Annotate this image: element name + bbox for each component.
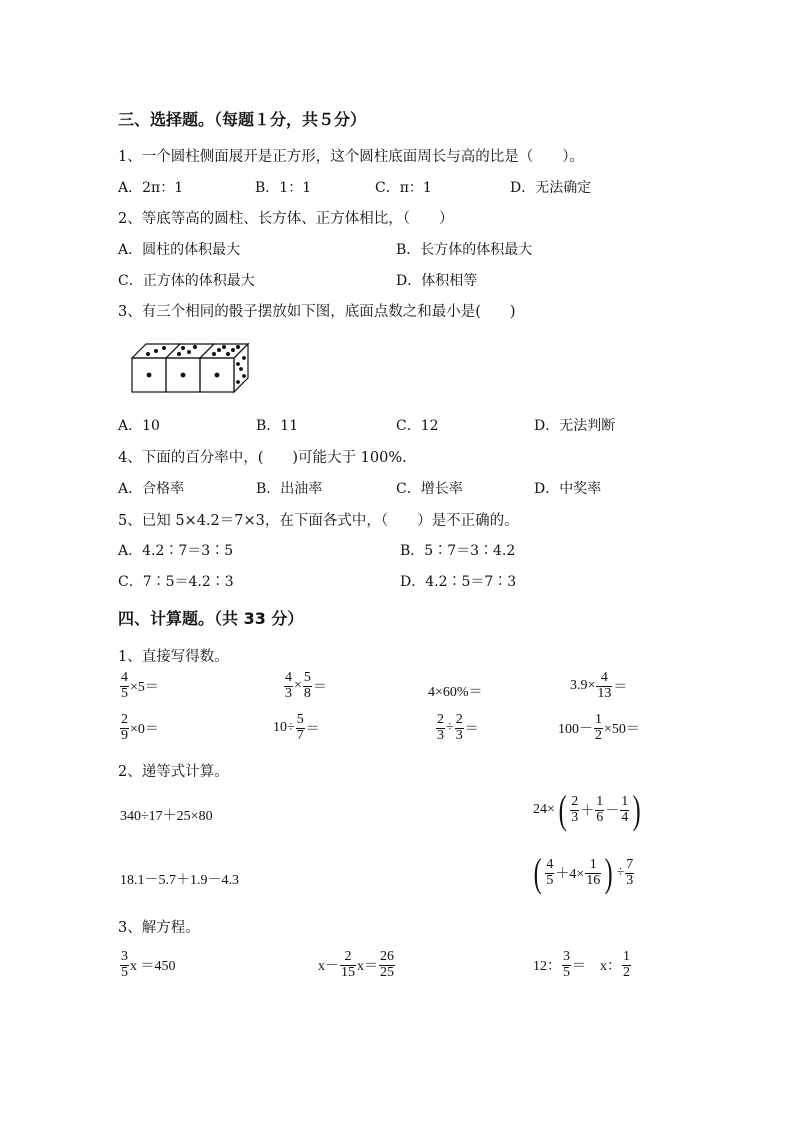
expr-text: x＝ — [357, 959, 378, 975]
question-5: 5、已知 5×4.2＝7×3，在下面各式中，（ ）是不正确的。 — [118, 513, 519, 529]
expr-text: ×5＝ — [130, 680, 159, 696]
question-1: 1、一个圆柱侧面展开是正方形，这个圆柱底面周长与高的比是（ ）。 — [118, 149, 584, 165]
operator: ＋ — [580, 804, 595, 819]
expr-text: 100－ — [558, 722, 593, 738]
denominator: 3 — [626, 872, 634, 888]
equals: ＝ — [305, 722, 320, 738]
equals: ＝ — [613, 680, 628, 696]
q4-option-a: A．合格率 — [118, 481, 185, 497]
part2-title: 2、递等式计算。 — [118, 764, 229, 780]
calc-r1c4 — [570, 671, 627, 701]
question-4: 4、下面的百分率中，( )可能大于 100%. — [118, 450, 407, 466]
numerator: 1 — [621, 793, 629, 809]
q1-option-c: C．π：1 — [375, 180, 432, 196]
denominator: 16 — [586, 872, 601, 888]
part3-title: 3、解方程。 — [118, 920, 200, 936]
expr-text: ×50＝ — [604, 722, 640, 738]
expr-text: ×0＝ — [130, 722, 159, 738]
q3-option-c: C．12 — [396, 418, 439, 434]
numerator: 4 — [121, 670, 128, 685]
operator: ÷ — [446, 720, 454, 736]
operator: × — [294, 678, 302, 694]
calc-r2c1 — [120, 713, 159, 743]
question-2: 2、等底等高的圆柱、长方体、正方体相比，（ ） — [118, 211, 454, 227]
numerator: 26 — [380, 949, 394, 964]
numerator: 2 — [121, 712, 128, 727]
numerator: 3 — [121, 949, 128, 964]
denominator: 3 — [571, 809, 579, 825]
equals: ＝ — [312, 680, 327, 696]
calc-r1c3: 4×60%＝ — [428, 685, 483, 700]
equation-2 — [318, 950, 395, 980]
numerator: 1 — [585, 858, 601, 874]
equation-3 — [533, 950, 631, 980]
numerator: 2 — [340, 950, 356, 966]
calc-r1c2 — [284, 671, 327, 701]
numerator: 1 — [595, 712, 602, 727]
denominator: 3 — [285, 685, 292, 701]
numerator: 5 — [303, 670, 311, 685]
q5-option-d: D．4.2∶5＝7∶3 — [400, 574, 517, 590]
question-3: 3、有三个相同的骰子摆放如下图，底面点数之和最小是( ) — [118, 304, 516, 320]
numerator: 2 — [455, 712, 463, 727]
calc-r2c3 — [436, 713, 479, 743]
expr-text: x ＝450 — [130, 959, 176, 975]
operator: ÷ — [616, 865, 625, 880]
q3-option-b: B．11 — [256, 418, 299, 434]
section-title-choice: 三、选择题。（每题１分，共５分） — [118, 110, 367, 129]
denominator: 5 — [546, 872, 554, 888]
numerator: 1 — [623, 949, 630, 964]
denominator: 3 — [455, 727, 463, 743]
q4-option-d: D．中奖率 — [534, 481, 602, 497]
denominator: 2 — [595, 727, 602, 743]
denominator: 8 — [303, 685, 311, 701]
expr-text: 24× — [533, 802, 555, 817]
numerator: 4 — [596, 671, 612, 687]
numerator: 5 — [296, 712, 304, 727]
q3-option-a: A．10 — [118, 418, 160, 434]
q4-option-b: B．出油率 — [256, 481, 323, 497]
q2-option-c: C．正方体的体积最大 — [118, 273, 255, 289]
expr-text: 12： — [533, 959, 561, 975]
q2-option-d: D．体积相等 — [396, 273, 478, 289]
calc-step-3: 18.1－5.7＋1.9－4.3 — [120, 873, 239, 888]
q1-option-d: D．无法确定 — [510, 180, 592, 196]
left-paren: ( — [558, 787, 567, 832]
calc-step-4 — [531, 850, 634, 895]
calc-r1c1 — [120, 671, 159, 701]
operator: － — [605, 804, 620, 819]
part1-title: 1、直接写得数。 — [118, 649, 229, 665]
equals: ＝ — [464, 722, 479, 738]
calc-step-1: 340÷17＋25×80 — [120, 809, 213, 824]
denominator: 7 — [296, 727, 304, 743]
denominator: 6 — [596, 809, 604, 825]
expr-text: 10÷ — [273, 720, 295, 736]
numerator: 2 — [571, 793, 579, 809]
q1-option-a: A．2π：1 — [118, 180, 184, 196]
q2-option-b: B．长方体的体积最大 — [396, 242, 533, 258]
denominator: 25 — [380, 964, 394, 980]
denominator: 4 — [621, 809, 629, 825]
numerator: 4 — [285, 670, 292, 685]
q2-option-a: A．圆柱的体积最大 — [118, 242, 241, 258]
left-paren: ( — [533, 850, 542, 895]
section-title-calc: 四、计算题。（共 33 分） — [118, 609, 304, 628]
denominator: 5 — [121, 964, 128, 980]
denominator: 13 — [597, 685, 612, 701]
q3-option-d: D．无法判断 — [534, 418, 616, 434]
denominator: 5 — [121, 685, 128, 701]
equation-1 — [120, 950, 176, 980]
denominator: 3 — [437, 727, 444, 743]
calc-step-2 — [533, 787, 644, 832]
calc-r2c2 — [273, 713, 320, 743]
numerator: 3 — [563, 949, 570, 964]
numerator: 7 — [626, 856, 634, 872]
q5-option-c: C．7∶5＝4.2∶3 — [118, 574, 234, 590]
denominator: 9 — [121, 727, 128, 743]
q4-option-c: C．增长率 — [396, 481, 463, 497]
dice-figure — [128, 338, 254, 396]
denominator: 2 — [623, 964, 630, 980]
numerator: 1 — [596, 793, 604, 809]
operator: ＋4× — [555, 867, 585, 882]
calc-r2c4 — [558, 713, 640, 743]
numerator: 2 — [437, 712, 444, 727]
q5-option-b: B．5∶7＝3∶4.2 — [400, 543, 516, 559]
denominator: 5 — [563, 964, 570, 980]
numerator: 4 — [546, 856, 554, 872]
q1-option-b: B．1：1 — [255, 180, 312, 196]
expr-text: x－ — [318, 959, 339, 975]
right-paren: ) — [632, 787, 641, 832]
denominator: 15 — [341, 964, 355, 980]
expr-text: ＝ x： — [572, 959, 621, 975]
q5-option-a: A．4.2∶7＝3∶5 — [118, 543, 234, 559]
expr-text: 3.9× — [570, 678, 596, 694]
right-paren: ) — [604, 850, 613, 895]
